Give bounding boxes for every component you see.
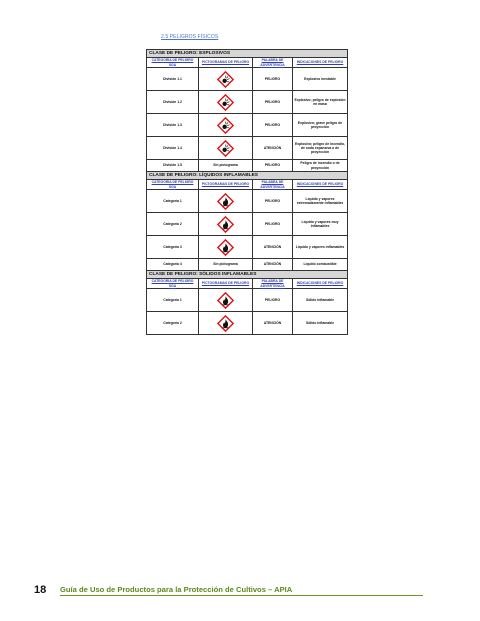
category-cell: Categoría 2 (147, 213, 199, 236)
table-row (147, 312, 348, 335)
hazard-statement-cell: Líquido combustible (293, 259, 348, 271)
category-cell: Categoría 4 (147, 259, 199, 271)
hazard-statement-cell: Explosivo; peligro de incendio, de onda expansiva o de proyección (293, 137, 348, 160)
signal-word-cell: PELIGRO (253, 114, 293, 137)
table-row (147, 137, 348, 160)
table-row (147, 114, 348, 137)
category-cell: Categoría 1 (147, 289, 199, 312)
table-row (147, 236, 348, 259)
hazard-statement-cell: Peligro de incendio o de proyección (293, 160, 348, 172)
category-cell: División 1.5 (147, 160, 199, 172)
signal-word-cell: PELIGRO (253, 190, 293, 213)
hazard-class-row (147, 271, 348, 279)
signal-word-cell: ATENCIÓN (253, 312, 293, 335)
column-header-row (147, 279, 348, 289)
page-number: 18 (34, 584, 47, 596)
footer-title: Guía de Uso de Productos para la Protección de Cultivos – APIA (60, 585, 293, 594)
column-header-row (147, 180, 348, 190)
category-cell: Categoría 1 (147, 190, 199, 213)
column-header: PALABRA DE ADVERTENCIA (253, 58, 293, 68)
category-cell: División 1.3 (147, 114, 199, 137)
column-header: CATEGORÍA DE PELIGRO SGA (147, 279, 199, 289)
column-header: PALABRA DE ADVERTENCIA (253, 279, 293, 289)
column-header-row (147, 58, 348, 68)
hazard-statement-cell: Sólido inflamable (293, 289, 348, 312)
pictogram-cell: Sin pictograma (199, 259, 253, 271)
pictogram-cell (199, 68, 253, 91)
column-header: PICTOGRAMAS DE PELIGRO (199, 180, 253, 190)
flame-icon (217, 239, 234, 256)
hazard-statement-cell: Líquido y vapores muy inflamables (293, 213, 348, 236)
footer-rule (60, 595, 423, 596)
column-header: INDICACIONES DE PELIGRO (293, 279, 348, 289)
category-cell: División 1.4 (147, 137, 199, 160)
exploding-bomb-icon (217, 94, 234, 111)
hazard-class-title: CLASE DE PELIGRO: LÍQUIDOS INFLAMABLES (147, 172, 348, 180)
column-header: PICTOGRAMAS DE PELIGRO (199, 58, 253, 68)
table-row (147, 190, 348, 213)
signal-word-cell: PELIGRO (253, 213, 293, 236)
table-row (147, 213, 348, 236)
hazard-statement-cell: Líquido y vapores extremadamente inflamables (293, 190, 348, 213)
pictogram-cell (199, 289, 253, 312)
hazard-class-row (147, 172, 348, 180)
pictogram-cell (199, 137, 253, 160)
section-heading: 2.5 PELIGROS FÍSICOS (161, 34, 219, 40)
pictogram-cell (199, 190, 253, 213)
flame-icon (217, 292, 234, 309)
pictogram-cell: Sin pictograma (199, 160, 253, 172)
page-footer (34, 584, 426, 598)
flame-icon (217, 193, 234, 210)
category-cell: División 1.1 (147, 68, 199, 91)
table-row (147, 91, 348, 114)
hazard-statement-cell: Explosivo inestable (293, 68, 348, 91)
column-header: CATEGORÍA DE PELIGRO SGA (147, 58, 199, 68)
signal-word-cell: PELIGRO (253, 160, 293, 172)
signal-word-cell: ATENCIÓN (253, 137, 293, 160)
signal-word-cell: PELIGRO (253, 91, 293, 114)
signal-word-cell: PELIGRO (253, 68, 293, 91)
pictogram-cell (199, 312, 253, 335)
hazard-class-title: CLASE DE PELIGRO: SÓLIDOS INFLAMABLES (147, 271, 348, 279)
hazard-table (146, 49, 347, 335)
signal-word-cell: PELIGRO (253, 289, 293, 312)
table-row (147, 289, 348, 312)
category-cell: Categoría 3 (147, 236, 199, 259)
column-header: PALABRA DE ADVERTENCIA (253, 180, 293, 190)
hazard-statement-cell: Explosivo; peligro de explosión en masa (293, 91, 348, 114)
signal-word-cell: ATENCIÓN (253, 236, 293, 259)
category-cell: Categoría 2 (147, 312, 199, 335)
pictogram-cell (199, 114, 253, 137)
flame-icon (217, 315, 234, 332)
hazard-statement-cell: Sólido inflamable (293, 312, 348, 335)
column-header: CATEGORÍA DE PELIGRO SGA (147, 180, 199, 190)
exploding-bomb-icon (217, 71, 234, 88)
table-row (147, 68, 348, 91)
pictogram-cell (199, 91, 253, 114)
hazard-statement-cell: Líquido y vapores inflamables (293, 236, 348, 259)
signal-word-cell: ATENCIÓN (253, 259, 293, 271)
column-header: INDICACIONES DE PELIGRO (293, 180, 348, 190)
column-header: INDICACIONES DE PELIGRO (293, 58, 348, 68)
column-header: PICTOGRAMAS DE PELIGRO (199, 279, 253, 289)
hazard-class-row (147, 50, 348, 58)
category-cell: División 1.2 (147, 91, 199, 114)
exploding-bomb-icon (217, 140, 234, 157)
hazard-table-grid (146, 49, 348, 335)
hazard-statement-cell: Explosivo; grave peligro de proyección (293, 114, 348, 137)
table-row (147, 160, 348, 172)
hazard-class-title: CLASE DE PELIGRO: EXPLOSIVOS (147, 50, 348, 58)
pictogram-cell (199, 213, 253, 236)
exploding-bomb-icon (217, 117, 234, 134)
pictogram-cell (199, 236, 253, 259)
flame-icon (217, 216, 234, 233)
table-row (147, 259, 348, 271)
